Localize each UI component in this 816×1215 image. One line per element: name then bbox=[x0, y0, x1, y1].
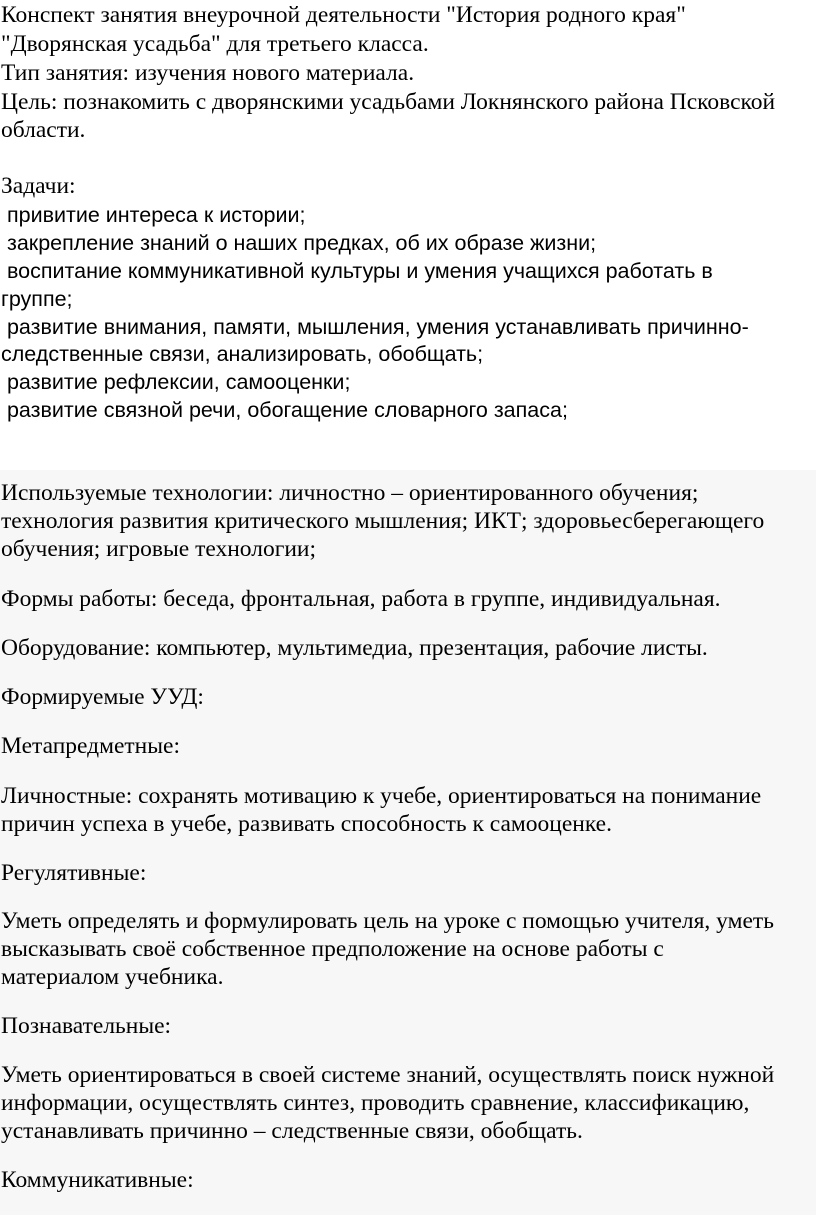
metasubject-heading: Метапредметные: bbox=[1, 733, 180, 759]
task-item: закрепление знаний о наших предках, об их образе жизни; bbox=[1, 231, 597, 255]
cognitive-heading: Познавательные: bbox=[1, 1013, 172, 1039]
lesson-type: Тип занятия: изучения нового материала. bbox=[1, 60, 415, 86]
goal-line-1: Цель: познакомить с дворянскими усадьбами Локнянского района Псковской bbox=[1, 89, 776, 115]
personal-line: причин успеха в учебе, развивать способность к самооценке. bbox=[1, 811, 612, 837]
technologies-line: обучения; игровые технологии; bbox=[1, 536, 317, 562]
title-line-2: "Дворянская усадьба" для третьего класса. bbox=[1, 31, 429, 57]
goal-line-2: области. bbox=[1, 117, 86, 143]
cognitive-line: устанавливать причинно – следственные связи, обобщать. bbox=[1, 1118, 583, 1144]
uud-heading: Формируемые УУД: bbox=[1, 684, 204, 710]
personal-line: Личностные: сохранять мотивацию к учебе, ориентироваться на понимание bbox=[1, 783, 762, 809]
regulative-heading: Регулятивные: bbox=[1, 860, 147, 886]
regulative-line: Уметь определять и формулировать цель на уроке с помощью учителя, уметь bbox=[1, 908, 774, 934]
task-item: следственные связи, анализировать, обобщать; bbox=[1, 342, 484, 366]
regulative-line: высказывать своё собственное предположение на основе работы с bbox=[1, 936, 664, 962]
title-line-1: Конспект занятия внеурочной деятельности "История родного края" bbox=[1, 2, 686, 28]
cognitive-line: Уметь ориентироваться в своей системе знаний, осуществлять поиск нужной bbox=[1, 1062, 775, 1088]
task-item: группе; bbox=[1, 287, 73, 311]
cognitive-line: информации, осуществлять синтез, проводить сравнение, классификацию, bbox=[1, 1090, 750, 1116]
technologies-line: технология развития критического мышления; ИКТ; здоровьесберегающего bbox=[1, 508, 765, 534]
task-item: развитие рефлексии, самооценки; bbox=[1, 370, 351, 394]
tasks-heading: Задачи: bbox=[1, 173, 76, 199]
task-item: привитие интереса к истории; bbox=[1, 203, 306, 227]
technologies-line: Используемые технологии: личностно – ориентированного обучения; bbox=[1, 480, 699, 506]
communicative-heading: Коммуникативные: bbox=[1, 1167, 194, 1193]
task-item: воспитание коммуникативной культуры и умения учащихся работать в bbox=[1, 259, 713, 283]
work-forms: Формы работы: беседа, фронтальная, работа в группе, индивидуальная. bbox=[1, 586, 721, 612]
equipment: Оборудование: компьютер, мультимедиа, презентация, рабочие листы. bbox=[1, 635, 708, 661]
task-item: развитие внимания, памяти, мышления, умения устанавливать причинно- bbox=[1, 315, 749, 339]
task-item: развитие связной речи, обогащение словарного запаса; bbox=[1, 398, 568, 422]
regulative-line: материалом учебника. bbox=[1, 964, 224, 990]
